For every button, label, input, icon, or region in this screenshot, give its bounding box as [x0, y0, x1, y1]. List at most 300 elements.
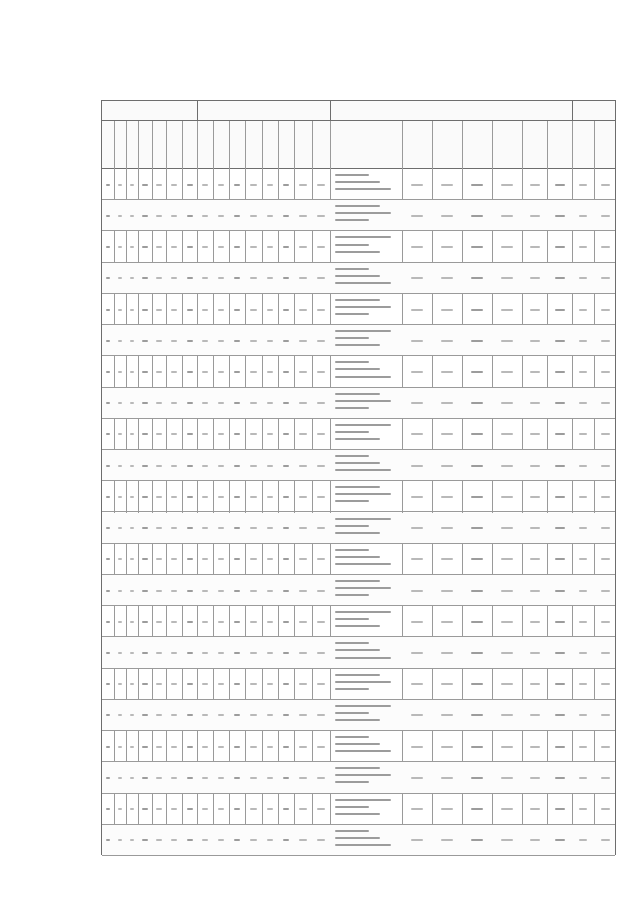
illegible-text-mark	[171, 215, 177, 217]
illegible-text-mark	[267, 839, 273, 841]
illegible-text-mark	[555, 746, 565, 748]
illegible-text-mark	[530, 371, 540, 373]
illegible-text-mark	[411, 714, 423, 716]
illegible-text-mark	[142, 714, 148, 716]
illegible-text-mark	[171, 371, 177, 373]
illegible-text-mark	[218, 215, 224, 217]
table-row	[102, 263, 615, 294]
illegible-text-mark	[218, 714, 224, 716]
illegible-text-mark	[218, 839, 224, 841]
illegible-text-mark	[335, 781, 369, 783]
table-row	[102, 825, 615, 856]
illegible-text-mark	[234, 340, 240, 342]
illegible-text-mark	[283, 496, 289, 498]
illegible-text-mark	[267, 590, 273, 592]
illegible-text-mark	[250, 652, 257, 654]
illegible-text-mark	[187, 683, 193, 685]
illegible-text-mark	[411, 402, 423, 404]
illegible-text-mark	[530, 590, 540, 592]
illegible-text-mark	[202, 527, 208, 529]
illegible-text-mark	[317, 402, 324, 404]
illegible-text-mark	[501, 465, 513, 467]
illegible-text-mark	[118, 714, 123, 716]
illegible-text-mark	[317, 621, 324, 623]
illegible-text-mark	[441, 683, 453, 685]
illegible-text-mark	[471, 621, 483, 623]
illegible-text-mark	[601, 465, 610, 467]
illegible-text-mark	[335, 469, 391, 471]
illegible-text-mark	[317, 527, 324, 529]
illegible-text-mark	[267, 340, 273, 342]
illegible-text-mark	[335, 181, 380, 183]
illegible-text-mark	[441, 371, 453, 373]
illegible-text-mark	[250, 558, 257, 560]
illegible-text-mark	[299, 590, 306, 592]
illegible-text-mark	[317, 714, 324, 716]
illegible-text-mark	[335, 282, 391, 284]
illegible-text-mark	[335, 407, 369, 409]
illegible-text-mark	[335, 587, 391, 589]
illegible-text-mark	[530, 184, 540, 186]
illegible-text-mark	[171, 277, 177, 279]
illegible-text-mark	[156, 246, 162, 248]
illegible-text-mark	[601, 433, 610, 435]
illegible-text-mark	[530, 839, 540, 841]
illegible-text-mark	[118, 215, 123, 217]
illegible-text-mark	[411, 558, 423, 560]
illegible-text-mark	[130, 558, 135, 560]
table-row	[102, 325, 615, 356]
illegible-text-mark	[335, 688, 369, 690]
illegible-text-mark	[156, 558, 162, 560]
table-row	[102, 231, 615, 262]
illegible-text-mark	[187, 746, 193, 748]
illegible-text-mark	[579, 808, 588, 810]
table-header-top	[102, 101, 615, 121]
illegible-text-mark	[142, 496, 148, 498]
illegible-text-mark	[335, 736, 369, 738]
illegible-text-mark	[267, 309, 273, 311]
illegible-text-mark	[142, 652, 148, 654]
illegible-text-mark	[156, 808, 162, 810]
illegible-text-mark	[187, 496, 193, 498]
illegible-text-mark	[156, 465, 162, 467]
illegible-text-mark	[530, 558, 540, 560]
illegible-text-mark	[267, 746, 273, 748]
illegible-text-mark	[471, 309, 483, 311]
illegible-text-mark	[411, 496, 423, 498]
illegible-text-mark	[234, 652, 240, 654]
illegible-text-mark	[142, 808, 148, 810]
illegible-text-mark	[202, 714, 208, 716]
illegible-text-mark	[250, 340, 257, 342]
illegible-text-mark	[441, 277, 453, 279]
illegible-text-mark	[142, 246, 148, 248]
illegible-text-mark	[106, 746, 111, 748]
illegible-text-mark	[142, 558, 148, 560]
illegible-text-mark	[202, 371, 208, 373]
illegible-text-mark	[171, 184, 177, 186]
illegible-text-mark	[411, 527, 423, 529]
illegible-text-mark	[218, 496, 224, 498]
illegible-text-mark	[501, 402, 513, 404]
illegible-text-mark	[317, 309, 324, 311]
illegible-text-mark	[555, 839, 565, 841]
illegible-text-mark	[142, 402, 148, 404]
illegible-text-mark	[335, 368, 380, 370]
illegible-text-mark	[471, 808, 483, 810]
illegible-text-mark	[234, 590, 240, 592]
illegible-text-mark	[234, 184, 240, 186]
illegible-text-mark	[441, 496, 453, 498]
illegible-text-mark	[218, 777, 224, 779]
illegible-text-mark	[335, 767, 380, 769]
illegible-text-mark	[579, 246, 588, 248]
illegible-text-mark	[299, 433, 306, 435]
illegible-text-mark	[501, 309, 513, 311]
illegible-text-mark	[501, 746, 513, 748]
illegible-text-mark	[471, 746, 483, 748]
illegible-text-mark	[530, 277, 540, 279]
illegible-text-mark	[283, 683, 289, 685]
illegible-text-mark	[299, 340, 306, 342]
illegible-text-mark	[142, 215, 148, 217]
illegible-text-mark	[118, 683, 123, 685]
illegible-text-mark	[335, 518, 391, 520]
illegible-text-mark	[250, 184, 257, 186]
illegible-text-mark	[187, 433, 193, 435]
illegible-text-mark	[234, 433, 240, 435]
illegible-text-mark	[317, 340, 324, 342]
illegible-text-mark	[555, 340, 565, 342]
illegible-text-mark	[267, 558, 273, 560]
illegible-text-mark	[579, 402, 588, 404]
table-row	[102, 544, 615, 575]
table-row	[102, 669, 615, 700]
illegible-text-mark	[106, 527, 111, 529]
illegible-text-mark	[555, 558, 565, 560]
table-row	[102, 169, 615, 200]
illegible-text-mark	[283, 527, 289, 529]
illegible-text-mark	[601, 309, 610, 311]
illegible-text-mark	[118, 277, 123, 279]
illegible-text-mark	[317, 184, 324, 186]
illegible-text-mark	[335, 705, 391, 707]
illegible-text-mark	[234, 496, 240, 498]
illegible-text-mark	[411, 215, 423, 217]
illegible-text-mark	[555, 590, 565, 592]
illegible-text-mark	[267, 683, 273, 685]
illegible-text-mark	[130, 246, 135, 248]
illegible-text-mark	[106, 465, 111, 467]
illegible-text-mark	[441, 839, 453, 841]
illegible-text-mark	[171, 621, 177, 623]
illegible-text-mark	[283, 402, 289, 404]
illegible-text-mark	[283, 746, 289, 748]
illegible-text-mark	[601, 215, 610, 217]
illegible-text-mark	[218, 746, 224, 748]
illegible-text-mark	[130, 184, 135, 186]
illegible-text-mark	[335, 337, 369, 339]
illegible-text-mark	[579, 371, 588, 373]
illegible-text-mark	[335, 806, 369, 808]
illegible-text-mark	[441, 777, 453, 779]
illegible-text-mark	[299, 184, 306, 186]
illegible-text-mark	[106, 652, 111, 654]
illegible-text-mark	[530, 652, 540, 654]
illegible-text-mark	[411, 746, 423, 748]
illegible-text-mark	[171, 808, 177, 810]
illegible-text-mark	[411, 839, 423, 841]
illegible-text-mark	[299, 465, 306, 467]
illegible-text-mark	[335, 674, 380, 676]
table-row	[102, 700, 615, 731]
illegible-text-mark	[171, 839, 177, 841]
illegible-text-mark	[202, 246, 208, 248]
illegible-text-mark	[202, 777, 208, 779]
illegible-text-mark	[118, 590, 123, 592]
illegible-text-mark	[579, 652, 588, 654]
illegible-text-mark	[335, 618, 369, 620]
illegible-text-mark	[317, 683, 324, 685]
illegible-text-mark	[106, 714, 111, 716]
illegible-text-mark	[171, 590, 177, 592]
illegible-text-mark	[601, 496, 610, 498]
illegible-text-mark	[299, 746, 306, 748]
illegible-text-mark	[335, 306, 391, 308]
illegible-text-mark	[579, 590, 588, 592]
illegible-text-mark	[250, 746, 257, 748]
illegible-text-mark	[555, 683, 565, 685]
illegible-text-mark	[171, 246, 177, 248]
illegible-text-mark	[441, 309, 453, 311]
illegible-text-mark	[218, 371, 224, 373]
illegible-text-mark	[501, 246, 513, 248]
illegible-text-mark	[501, 184, 513, 186]
illegible-text-mark	[130, 777, 135, 779]
illegible-text-mark	[118, 465, 123, 467]
illegible-text-mark	[283, 277, 289, 279]
illegible-text-mark	[171, 652, 177, 654]
illegible-text-mark	[106, 215, 111, 217]
illegible-text-mark	[441, 652, 453, 654]
illegible-text-mark	[411, 184, 423, 186]
illegible-text-mark	[156, 433, 162, 435]
illegible-text-mark	[555, 433, 565, 435]
illegible-text-mark	[250, 808, 257, 810]
illegible-text-mark	[234, 309, 240, 311]
illegible-text-mark	[142, 746, 148, 748]
illegible-text-mark	[441, 527, 453, 529]
illegible-text-mark	[142, 777, 148, 779]
illegible-text-mark	[530, 496, 540, 498]
illegible-text-mark	[335, 244, 369, 246]
illegible-text-mark	[335, 657, 391, 659]
illegible-text-mark	[579, 496, 588, 498]
illegible-text-mark	[187, 652, 193, 654]
illegible-text-mark	[250, 496, 257, 498]
illegible-text-mark	[234, 246, 240, 248]
illegible-text-mark	[118, 340, 123, 342]
illegible-text-mark	[118, 402, 123, 404]
illegible-text-mark	[335, 625, 380, 627]
illegible-text-mark	[335, 393, 380, 395]
illegible-text-mark	[130, 402, 135, 404]
illegible-text-mark	[317, 433, 324, 435]
illegible-text-mark	[234, 402, 240, 404]
illegible-text-mark	[171, 402, 177, 404]
illegible-text-mark	[187, 277, 193, 279]
illegible-text-mark	[471, 465, 483, 467]
illegible-text-mark	[411, 371, 423, 373]
illegible-text-mark	[156, 621, 162, 623]
illegible-text-mark	[299, 309, 306, 311]
illegible-text-mark	[299, 652, 306, 654]
illegible-text-mark	[335, 750, 391, 752]
illegible-text-mark	[187, 309, 193, 311]
illegible-text-mark	[299, 808, 306, 810]
illegible-text-mark	[156, 340, 162, 342]
illegible-text-mark	[267, 184, 273, 186]
illegible-text-mark	[283, 340, 289, 342]
illegible-text-mark	[317, 371, 324, 373]
illegible-text-mark	[555, 246, 565, 248]
illegible-text-mark	[106, 496, 111, 498]
illegible-text-mark	[202, 839, 208, 841]
data-table	[101, 100, 616, 855]
illegible-text-mark	[283, 371, 289, 373]
illegible-text-mark	[471, 246, 483, 248]
illegible-text-mark	[250, 777, 257, 779]
illegible-text-mark	[579, 621, 588, 623]
illegible-text-mark	[601, 839, 610, 841]
illegible-text-mark	[142, 371, 148, 373]
illegible-text-mark	[130, 808, 135, 810]
illegible-text-mark	[187, 402, 193, 404]
illegible-text-mark	[142, 590, 148, 592]
illegible-text-mark	[142, 340, 148, 342]
illegible-text-mark	[441, 402, 453, 404]
illegible-text-mark	[156, 714, 162, 716]
illegible-text-mark	[267, 714, 273, 716]
illegible-text-mark	[142, 433, 148, 435]
illegible-text-mark	[601, 340, 610, 342]
illegible-text-mark	[267, 402, 273, 404]
illegible-text-mark	[501, 558, 513, 560]
illegible-text-mark	[530, 621, 540, 623]
illegible-text-mark	[156, 371, 162, 373]
illegible-text-mark	[335, 188, 391, 190]
illegible-text-mark	[156, 402, 162, 404]
illegible-text-mark	[441, 808, 453, 810]
illegible-text-mark	[411, 590, 423, 592]
illegible-text-mark	[118, 652, 123, 654]
illegible-text-mark	[530, 465, 540, 467]
illegible-text-mark	[471, 215, 483, 217]
table-row	[102, 762, 615, 793]
illegible-text-mark	[283, 621, 289, 623]
illegible-text-mark	[267, 527, 273, 529]
illegible-text-mark	[234, 777, 240, 779]
illegible-text-mark	[118, 746, 123, 748]
illegible-text-mark	[267, 215, 273, 217]
illegible-text-mark	[335, 500, 369, 502]
illegible-text-mark	[471, 714, 483, 716]
illegible-text-mark	[335, 462, 380, 464]
illegible-text-mark	[283, 433, 289, 435]
illegible-text-mark	[106, 558, 111, 560]
illegible-text-mark	[471, 839, 483, 841]
illegible-text-mark	[106, 839, 111, 841]
illegible-text-mark	[555, 777, 565, 779]
illegible-text-mark	[267, 496, 273, 498]
illegible-text-mark	[218, 246, 224, 248]
illegible-text-mark	[156, 184, 162, 186]
illegible-text-mark	[601, 246, 610, 248]
table-row	[102, 388, 615, 419]
illegible-text-mark	[335, 774, 391, 776]
illegible-text-mark	[555, 371, 565, 373]
illegible-text-mark	[118, 496, 123, 498]
table-header-columns	[102, 121, 615, 169]
illegible-text-mark	[171, 496, 177, 498]
illegible-text-mark	[218, 402, 224, 404]
illegible-text-mark	[317, 746, 324, 748]
illegible-text-mark	[171, 433, 177, 435]
illegible-text-mark	[411, 277, 423, 279]
illegible-text-mark	[218, 683, 224, 685]
illegible-text-mark	[601, 558, 610, 560]
illegible-text-mark	[555, 496, 565, 498]
illegible-text-mark	[118, 433, 123, 435]
illegible-text-mark	[130, 465, 135, 467]
illegible-text-mark	[555, 621, 565, 623]
illegible-text-mark	[106, 246, 111, 248]
illegible-text-mark	[156, 683, 162, 685]
illegible-text-mark	[142, 527, 148, 529]
illegible-text-mark	[601, 371, 610, 373]
illegible-text-mark	[171, 746, 177, 748]
illegible-text-mark	[156, 777, 162, 779]
illegible-text-mark	[299, 714, 306, 716]
illegible-text-mark	[317, 808, 324, 810]
illegible-text-mark	[142, 465, 148, 467]
illegible-text-mark	[601, 277, 610, 279]
illegible-text-mark	[234, 808, 240, 810]
illegible-text-mark	[501, 839, 513, 841]
illegible-text-mark	[202, 215, 208, 217]
illegible-text-mark	[171, 777, 177, 779]
illegible-text-mark	[142, 184, 148, 186]
illegible-text-mark	[335, 681, 391, 683]
illegible-text-mark	[156, 527, 162, 529]
illegible-text-mark	[283, 558, 289, 560]
illegible-text-mark	[317, 590, 324, 592]
illegible-text-mark	[501, 777, 513, 779]
illegible-text-mark	[267, 777, 273, 779]
illegible-text-mark	[579, 340, 588, 342]
illegible-text-mark	[530, 683, 540, 685]
illegible-text-mark	[441, 340, 453, 342]
illegible-text-mark	[106, 777, 111, 779]
illegible-text-mark	[118, 839, 123, 841]
illegible-text-mark	[317, 839, 324, 841]
illegible-text-mark	[234, 746, 240, 748]
illegible-text-mark	[283, 246, 289, 248]
illegible-text-mark	[471, 340, 483, 342]
illegible-text-mark	[335, 268, 369, 270]
illegible-text-mark	[471, 590, 483, 592]
